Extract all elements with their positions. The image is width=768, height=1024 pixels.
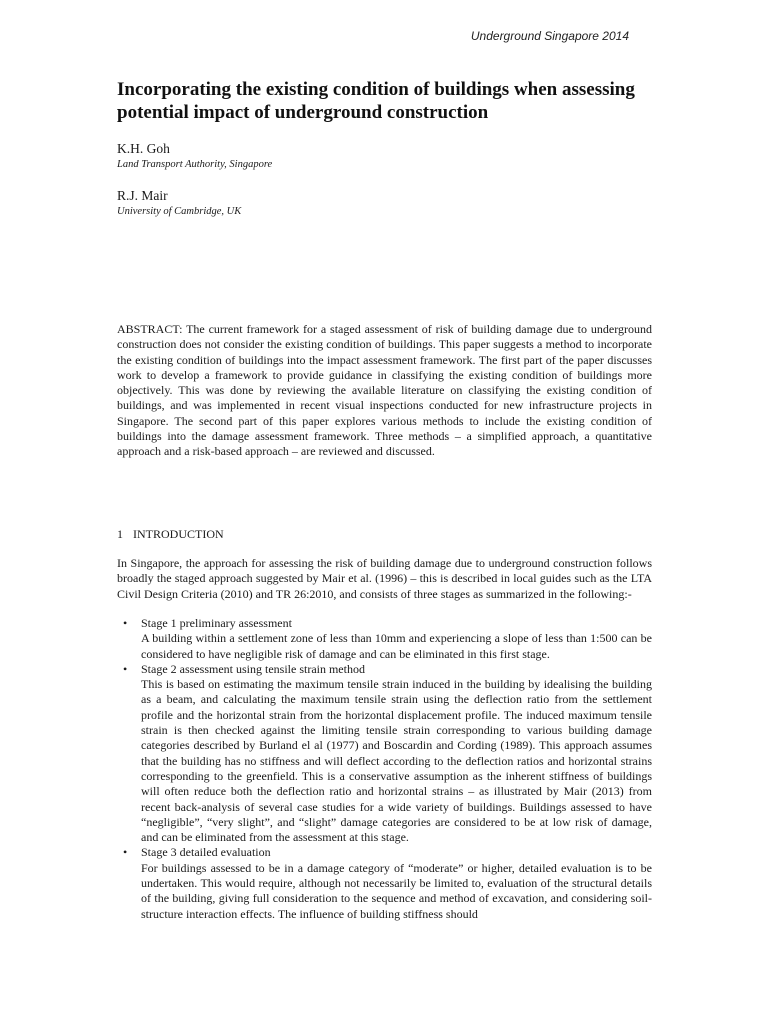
stage-title: Stage 3 detailed evaluation xyxy=(141,845,271,860)
stage-body: A building within a settlement zone of less than 10mm and experiencing a slope of less than 1:500 can be considered to have negligible risk of damage and can be eliminated in this first stage. xyxy=(141,631,652,661)
list-item xyxy=(117,662,652,846)
author-affiliation: Land Transport Authority, Singapore xyxy=(117,159,273,170)
abstract: ABSTRACT: The current framework for a staged assessment of risk of building damage due to underground construction does not consider the existing condition of buildings. This paper suggests a method to incorporate the existing condition of buildings into the impact assessment framework. The first part of the paper discusses work to develop a framework to provide guidance in classifying the existing condition of buildings more objectively. This was done by reviewing the available literature on classifying the existing condition of buildings, and was implemented in recent visual inspections conducted for new infrastructure projects in Singapore. The second part of this paper explores various methods to include the existing condition of buildings into the damage assessment framework. Three methods – a simplified approach, a quantitative approach and a risk-based approach – are reviewed and discussed. xyxy=(117,322,652,459)
author-name: K.H. Goh xyxy=(117,141,170,156)
stage-title: Stage 1 preliminary assessment xyxy=(141,616,292,630)
stage-body: For buildings assessed to be in a damage category of “moderate” or higher, detailed evaluation is to be undertaken. This would require, although not necessarily be limited to, evaluation of the structural details of the building, giving full consideration to the sequence and method of excavation, and considering soil-structure interaction effects. The influence of building stiffness should xyxy=(141,860,652,921)
stage-list xyxy=(117,616,652,922)
conference-running-header: Underground Singapore 2014 xyxy=(470,29,629,43)
stage-title: Stage 2 assessment using tensile strain method xyxy=(141,661,365,676)
list-item xyxy=(117,845,652,921)
section-title: INTRODUCTION xyxy=(133,527,224,541)
list-item xyxy=(117,616,652,662)
stage-body: This is based on estimating the maximum tensile strain induced in the building by idealising the building as a beam, and calculating the maximum tensile strain using the deflection ratio from the settlement profile and the horizontal strain from the horizontal displacement profile. The induced maximum tensile strain is then checked against the limiting tensile strain corresponding to various building damage categories described by Burland el al (1977) and Boscardin and Cording (1989). This approach assumes that the building has no stiffness and will deflect according to the deflection ratios and horizontal strains corresponding to the greenfield. This is a conservative assumption as the inherent stiffness of buildings will often reduce both the deflection ratio and horizontal strains – as illustrated by Mair (2013) from recent back-analysis of several case studies for a wide variety of buildings. Buildings assessed to have “negligible”, “very slight”, and “slight” damage categories are considered to be at low risk of damage, and can be eliminated from the assessment at this stage. xyxy=(141,677,652,845)
section-heading xyxy=(117,527,224,542)
author-name: R.J. Mair xyxy=(117,188,168,203)
author-affiliation: University of Cambridge, UK xyxy=(117,206,242,217)
intro-paragraph: In Singapore, the approach for assessing the risk of building damage due to underground construction follows broadly the staged approach suggested by Mair et al. (1996) – this is described in local guides such as the LTA Civil Design Criteria (2010) and TR 26:2010, and consists of three stages as summarized in the following:- xyxy=(117,556,652,601)
bullet-icon: • xyxy=(123,616,128,630)
paper-title: Incorporating the existing condition of buildings when assessing potential impact of underground construction xyxy=(117,79,635,123)
bullet-icon: • xyxy=(123,845,128,860)
section-number: 1 xyxy=(117,527,123,541)
bullet-icon: • xyxy=(123,661,128,676)
